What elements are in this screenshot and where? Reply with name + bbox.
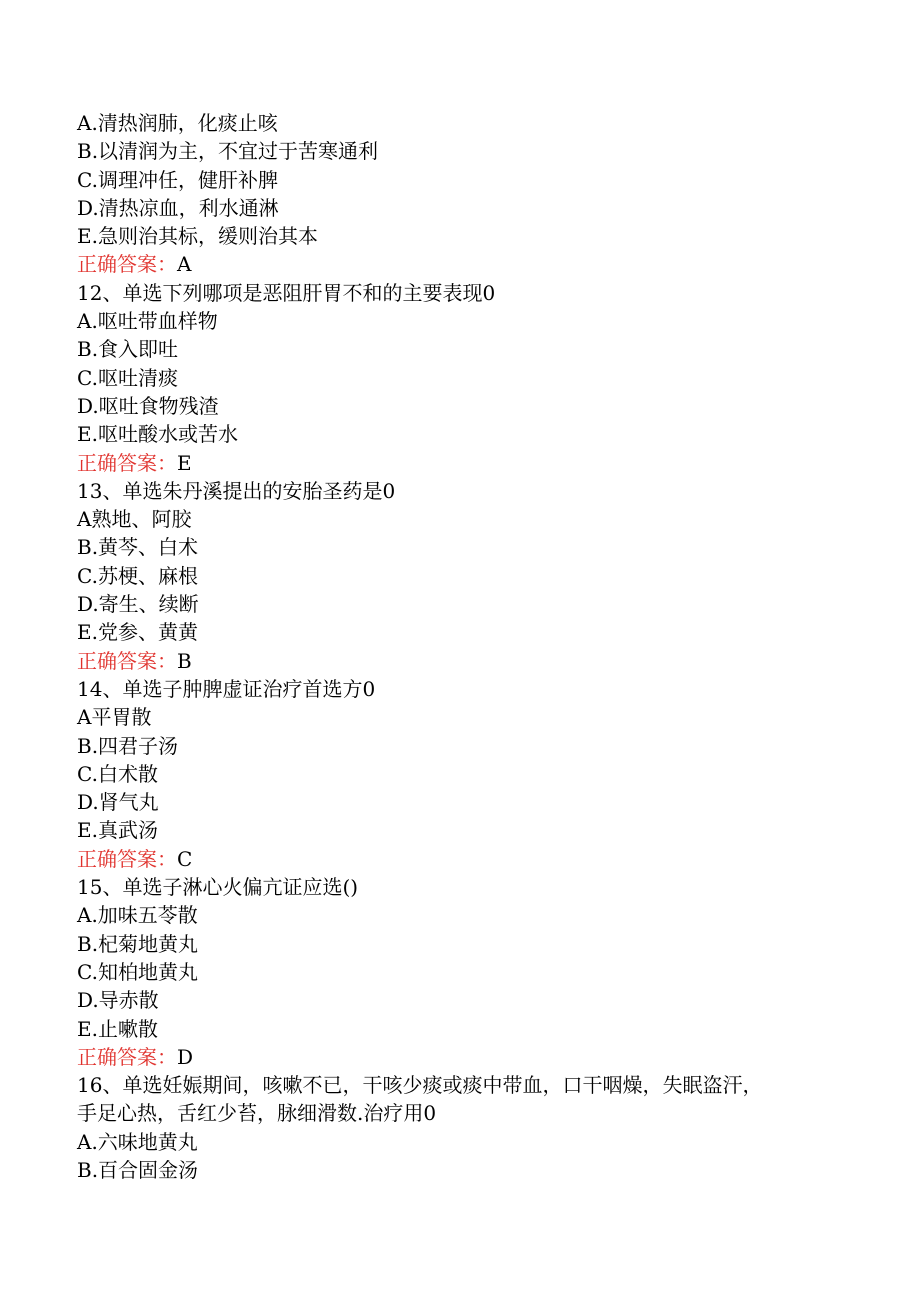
answer-line: [77, 1043, 837, 1071]
document-page: [77, 109, 837, 1184]
option-e: E.止嗽散: [77, 1016, 158, 1041]
answer-line: [77, 449, 837, 477]
option-c: C.知柏地黄丸: [77, 959, 198, 984]
question-14: [77, 675, 837, 873]
option-e: E.急则治其标，缓则治其本: [77, 224, 318, 249]
option-d: D.清热凉血，利水通淋: [77, 195, 279, 220]
answer-label: 正确答案：: [77, 846, 177, 871]
question-text: 13、单选朱丹溪提出的安胎圣药是0: [77, 478, 396, 503]
question-text: 15、单选子淋心火偏亢证应选(): [77, 875, 359, 900]
question-11-tail: [77, 109, 837, 279]
answer-value: E: [177, 450, 192, 475]
option-b: B.黄芩、白术: [77, 535, 199, 560]
option-d: D.呕吐食物残渣: [77, 393, 219, 418]
option-c: C.白术散: [77, 761, 158, 786]
option-e: E.党参、黄黄: [77, 620, 198, 645]
question-text: 12、单选下列哪项是恶阻肝胃不和的主要表现0: [77, 280, 496, 305]
question-text-line-2: 手足心热，舌红少苔，脉细滑数.治疗用0: [77, 1101, 437, 1126]
option-a: A平胃散: [77, 705, 152, 730]
answer-label: 正确答案：: [77, 1044, 177, 1069]
question-15: [77, 873, 837, 1071]
question-13: [77, 477, 837, 675]
option-b: B.以清润为主，不宜过于苦寒通利: [77, 139, 379, 164]
answer-value: D: [177, 1044, 194, 1069]
option-a: A.加味五苓散: [77, 903, 198, 928]
answer-label: 正确答案：: [77, 648, 177, 673]
question-text: 14、单选子肿脾虚证治疗首选方0: [77, 676, 376, 701]
option-d: D.导赤散: [77, 988, 159, 1013]
option-a: A.清热润肺，化痰止咳: [77, 111, 278, 135]
option-d: D.肾气丸: [77, 790, 159, 815]
option-b: B.百合固金汤: [77, 1157, 199, 1182]
question-12: [77, 279, 837, 477]
option-b: B.四君子汤: [77, 733, 179, 758]
answer-label: 正确答案：: [77, 252, 177, 277]
option-d: D.寄生、续断: [77, 592, 199, 617]
question-16: [77, 1071, 837, 1184]
option-b: B.食入即吐: [77, 337, 179, 362]
answer-line: [77, 647, 837, 675]
option-b: B.杞菊地黄丸: [77, 931, 199, 956]
option-a: A.呕吐带血样物: [77, 309, 218, 334]
answer-label: 正确答案：: [77, 450, 177, 475]
option-c: C.苏梗、麻根: [77, 563, 198, 588]
option-a: A.六味地黄丸: [77, 1129, 198, 1154]
option-a: A熟地、阿胶: [77, 507, 192, 532]
answer-value: B: [177, 648, 192, 673]
answer-line: [77, 845, 837, 873]
option-e: E.呕吐酸水或苦水: [77, 422, 238, 447]
answer-value: A: [177, 252, 192, 277]
option-c: C.呕吐清痰: [77, 365, 178, 390]
answer-line: [77, 250, 837, 278]
question-text-line-1: 16、单选妊娠期间，咳嗽不已，干咳少痰或痰中带血，口干咽燥，失眠盗汗，: [77, 1073, 763, 1098]
option-c: C.调理冲任，健肝补脾: [77, 167, 278, 192]
answer-value: C: [177, 846, 193, 871]
option-e: E.真武汤: [77, 818, 158, 843]
